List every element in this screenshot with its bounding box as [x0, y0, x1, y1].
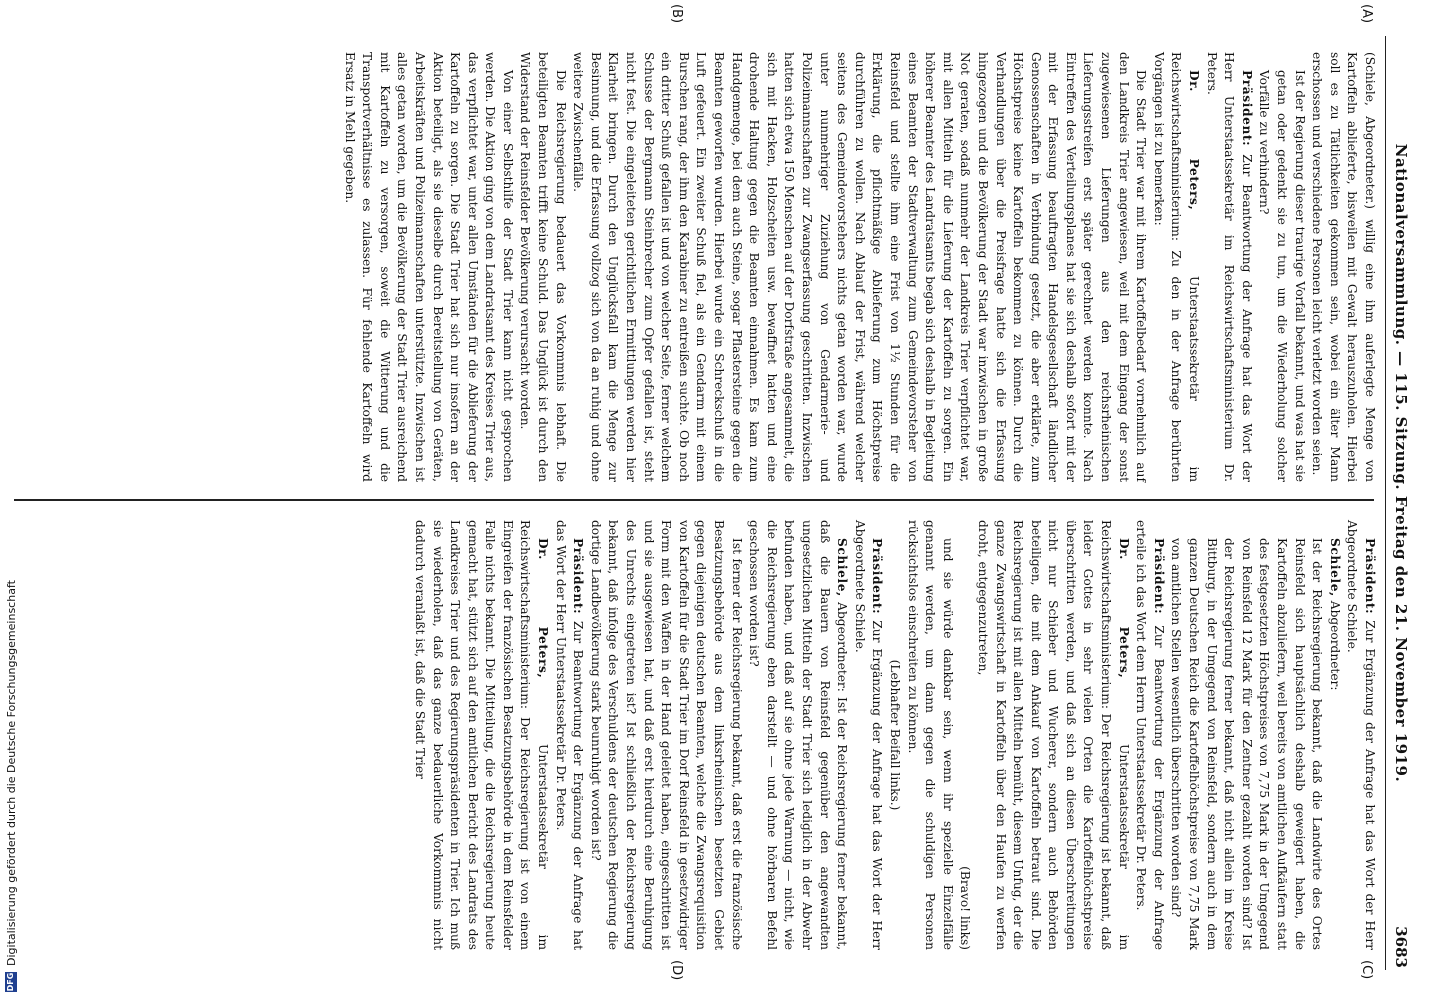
right-column: [410, 520, 1378, 950]
marker-d: (D): [669, 960, 684, 981]
paragraph: [973, 520, 1131, 950]
paragraph: [1202, 52, 1255, 482]
speaker-name: Präsident:: [571, 538, 586, 615]
speech-text: Unterstaatssekretär im Reichswirtschaftsministerium: Der Reichsregierung ist bekannt, daß leider Gottes in sehr vielen Orten die Kartoffelhöchstpreise überschritten werden, und daß sich an diesen Überschreitungen nicht nur Schieber und Wucherer, sondern auch Behörden beteiligen, die mit dem Ankauf von Kartoffeln betraut sind. Die Reichsregierung ist mit allen Mitteln bemüht, diesem Unfug, der die ganze Zwangswirtschaft in Kartoffeln über den Haufen zu werfen droht, entgegenzutreten,: [975, 520, 1131, 950]
speaker-name: Dr. Peters,: [1187, 70, 1202, 211]
marker-a: (A): [1359, 4, 1374, 24]
speaker-name: Dr. Peters,: [1116, 538, 1131, 679]
speech-text: Unterstaatssekretär im Reichswirtschaftsministerium: Der Reichsregierung ist von einem Eingreifen der französischen Besatzungsbehörde in dem Reinsfelder Falle nichts bekannt. Die Mitteilung, die die Reichsregierung heute gemacht hat, stützt sich auf den amtlichen Bericht des Landrats des Landkreises Trier und des Regierungspräsidenten in Trier. Ich muß sie wiederholen, daß das ganze bedauerliche Vorkommnis nicht dadurch veranlaßt ist, daß die Stadt Trier: [412, 520, 551, 950]
marker-c: (C): [1359, 960, 1374, 980]
page-number: 3683: [1392, 926, 1410, 968]
paragraph: (Schiele, Abgeordneter.) willig eine ihm auferlegte Menge von Kartoffeln ablieferte, bisweilen mit Gewalt herauszuholen. Hierbei soll es zu Tätlichkeiten gekommen sein, wobei ein älter Mann erschossen und verschiedene Personen leicht verletzt worden seien.: [1310, 52, 1377, 482]
paragraph: [745, 520, 851, 950]
page-header: [1388, 38, 1414, 968]
interjection: (Lebhafter Beifall links.): [887, 659, 902, 811]
paragraph: [410, 520, 551, 950]
paragraph: [551, 520, 586, 950]
paragraph: Die Reichsregierung bedauert das Vorkommnis lebhaft. Die beteiligten Beamten trifft keine Schuld. Das Unglück ist durch den Widerstand der Reinsfelder Bevölkerung verursacht worden.: [518, 52, 568, 482]
paragraph: Ist der Reichsregierung bekannt, daß die Landwirte des Ortes Reinsfeld sich hauptsächlich deshalb geweigert haben, die Kartoffeln abzuliefern, weil bereits von amtlichen Aufkäufern statt des festgesetzten Höchstpreises von 7,75 Mark in der Umgegend von Reinsfeld 12 Mark für den Zentner gezahlt worden sind? Ist der Reichsregierung ferner bekannt, daß nicht allein im Kreise Bittburg, in der Umgegend von Reinsfeld, sondern auch in dem ganzen Deutschen Reich die Kartoffelhöchstpreise von 7,75 Mark von amtlichen Stellen wesentlich überschritten worden sind?: [1169, 538, 1325, 950]
interjection: (Bravo! links): [958, 866, 973, 950]
column-divider: [14, 499, 1374, 501]
paragraph: Von einer Selbsthilfe der Stadt Trier kann nicht gesprochen werden. Die Aktion ging von dem Landratsamt des Kreises Trier aus, das verpflichtet war, unter allen Umständen für die Ablieferung der Kartoffeln zu sorgen. Die Stadt Trier hat sich nur insofern an der Aktion beteiligt, als sie dieselbe durch Bereitstellung von Geräten, Arbeitskräften und Polizeimannschaften unterstützte. Inzwischen ist alles getan worden, um die Bevölkerung der Stadt Trier ausreichend mit Kartoffeln zu versorgen, soweit die Witterung und die Transportverhältnisse es zulassen. Für fehlende Kartoffeln wird Ersatz in Mehl gegeben.: [342, 52, 515, 482]
paragraph: [1343, 520, 1378, 950]
footer-container: [0, 0, 22, 1000]
paragraph: Ist ferner der Reichsregierung bekannt, daß erst die französische Besatzungsbehörde aus dem linksrheinischen besetzten Gebiet gegen diejenigen deutschen Beamten, welche die Zwangsrequisition von Kartoffeln für die Stadt Trier im Dorf Reinsfeld in gesetzwidriger Form mit den Waffen in der Hand geleitet haben, eingeschritten ist und sie ausgewiesen hat, und daß erst hierdurch eine Beruhigung des Unrechts eingetreten ist? Ist schließlich der Reichsregierung bekannt, daß infolge des Verschuldens der deutschen Regierung die dortige Landbevölkerung stark beunruhigt worden ist?: [588, 520, 744, 950]
paragraph: Ist der Regierung dieser traurige Vorfall bekannt, und was hat sie getan oder gedenkt sie zu tun, um die Wiederholung solcher Vorfälle zu verhindern?: [1257, 70, 1307, 482]
speech-text: Abgeordneter: Ist der Reichsregierung ferner bekannt, daß die Bauern von Reinsfeld gegenüber den angewandten ungesetzlichen Mitteln der Stadt Trier sich lediglich in der Abwehr befunden haben, und daß auf sie ohne jede Warnung — nicht, wie die Reichsregierung eben darstellt — und ohne hörbaren Befehl geschossen worden ist?: [747, 520, 850, 951]
paragraph: [850, 520, 885, 950]
speaker-name: Präsident:: [1363, 538, 1377, 615]
speaker-name: Schiele,: [1327, 538, 1342, 597]
speech-text: Zur Ergänzung der Anfrage hat das Wort der Herr Abgeordnete Schiele.: [1345, 520, 1377, 951]
header-rule: [1385, 36, 1386, 970]
speech-text: Zur Beantwortung der Ergänzung der Anfrage erteile ich das Wort dem Herrn Unterstaatssekretär Dr. Peters.: [1134, 520, 1166, 950]
header-title: Nationalversammlung. — 115. Sitzung. Freitag den 21. November 1919.: [1392, 143, 1410, 783]
paragraph: und sie würde dankbar sein, wenn ihr spezielle Einzelfälle genannt werden, um dann gegen die schuldigen Personen rücksichtslos einschreiten zu können.: [905, 520, 955, 950]
paragraph: Die Stadt Trier war mit ihrem Kartoffelbedarf vornehmlich auf den Landkreis Trier angewiesen, weil mit dem Eingang der sonst zugewiesenen Lieferungen aus den reichsrheinischen Lieferungsstreifen erst später gerechnet werden konnte. Nach Eintreffen des Verteilungsplanes hat sie sich deshalb sofort mit der mit der Erfassung beauftragten Handelsgesellschaft ländlicher Genossenschaften in Verbindung gesetzt, die aber erklärte, zum Höchstpreise keine Kartoffeln bekommen zu können. Durch die Verhandlungen über die Preisfrage hatte sich die Erfassung hingezogen und die Bevölkerung der Stadt war inzwischen in große Not geraten, sodaß nunmehr der Landkreis Trier verpflichtet war, mit allen Mitteln für die Lieferung der Kartoffeln zu sorgen. Ein höherer Beamter des Landratsamts begab sich deshalb in Begleitung eines Beamten der Stadtverwaltung zum Gemeindevorsteher von Reinsfeld und stellte ihm eine Frist von 1½ Stunden für die Erklärung, die pflichtmäßige Ablieferung zum Höchstpreise durchführen zu wollen. Nach Ablauf der Frist, während welcher seitens des Gemeindevorstehers nichts getan worden war, wurde unter nunmehriger Zuziehung von Gendarmerie- und Polizeimannschaften zur Zwangserfassung geschritten. Inzwischen hatten sich etwa 150 Menschen auf der Dorfstraße angesammelt, die sich mit Hacken, Holzscheiten usw. bewaffnet hatten und eine drohende Haltung gegen die Beamten einnahmen. Es kam zum Handgemenge, bei dem auch Steine, sogar Pflastersteine gegen die Beamten geworfen wurden. Hierbei wurde ein Schreckschuß in die Luft gefeuert. Ein zweiter Schuß fiel, als ein Gendarm mit einem Burschen rang, der ihm den Karabiner zu entreißen suchte. Ob noch ein dritter Schuß gefallen ist und von welcher Seite, ferner welchem Schusse der Bergmann Steinbrecher zum Opfer gefallen ist, steht nicht fest. Die eingeleiteten gerichtlichen Ermittlungen werden hier Klarheit bringen. Durch den Unglücksfall kam die Menge zur Besinnung, und die Erfassung vollzog sich von da an ruhig und ohne weitere Zwischenfälle.: [571, 52, 1149, 482]
speech-text: Abgeordneter:: [1327, 600, 1342, 691]
left-column: [340, 52, 1378, 482]
paragraph: [1149, 52, 1202, 482]
speech-text: Zur Beantwortung der Anfrage hat das Wort der Herr Unterstaatssekretär im Reichswirtschaftsministerium Dr. Peters.: [1204, 52, 1254, 483]
speaker-name: Schiele,: [835, 538, 850, 597]
speaker-name: Präsident:: [870, 538, 885, 615]
paragraph: [1132, 520, 1167, 950]
marker-b: (B): [669, 4, 684, 24]
footer-text: Digitalisierung gefördert durch die Deutsche Forschungsgemeinschaft: [4, 580, 18, 966]
speaker-name: Präsident:: [1239, 70, 1254, 147]
footer: [0, 0, 22, 1000]
speech-text: Zur Beantwortung der Ergänzung der Anfrage hat das Wort der Herr Unterstaatssekretär Dr. Peters.: [553, 520, 586, 950]
speaker-name: Präsident:: [1151, 538, 1166, 615]
speech-text: Unterstaatssekretär im Reichswirtschaftsministerium: Zu den in der Anfrage berührten Vorgängen ist zu bemerken:: [1151, 52, 1202, 482]
speaker-name: Dr. Peters,: [536, 538, 551, 679]
speech-text: Zur Ergänzung der Anfrage hat das Wort der Herr Abgeordnete Schiele.: [852, 520, 885, 951]
dfg-logo: DFG: [6, 972, 15, 992]
paragraph: [1325, 520, 1343, 950]
